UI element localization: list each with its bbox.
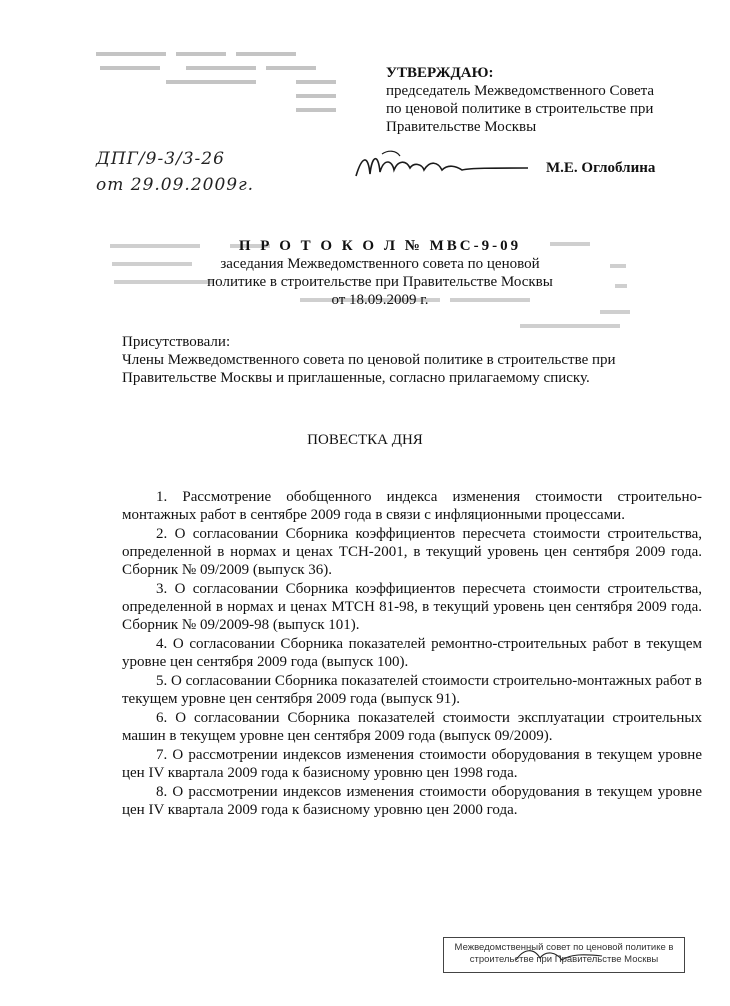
attendees-label: Присутствовали: [122,334,231,350]
approval-block [386,64,706,136]
registration-number: ДПГ/9-3/3-26 [96,149,225,169]
agenda-item: 4. О согласовании Сборника показателей ремонтно-строительных работ в текущем уровне цен сентября 2009 года (выпуск 100). [122,636,702,670]
approval-line: председатель Межведомственного Совета [386,83,655,99]
agenda-list [122,488,702,820]
agenda-item: 6. О согласовании Сборника показателей стоимости эксплуатации строительных машин в текущем уровне цен сентября 2009 года (выпуск 09/2009). [122,710,702,744]
signer-name: М.Е. Оглоблина [546,160,656,176]
approval-line: по ценовой политике в строительстве при [386,101,654,117]
agenda-item: 3. О согласовании Сборника коэффициентов пересчета стоимости строительства, определенной в нормах и ценах МТСН 81-98, в текущий уровень цен сентября 2009 года. Сборник № 09/2009-98 (выпуск 101). [122,581,702,633]
handwritten-registration [96,146,254,198]
faded-stamp-noise-icon [96,48,346,118]
agenda-item: 1. Рассмотрение обобщенного индекса изменения стоимости строительно-монтажных работ в сентябре 2009 года в связи с инфляционными процессами. [122,489,702,523]
protocol-header [160,237,600,309]
agenda-item: 2. О согласовании Сборника коэффициентов пересчета стоимости строительства, определенной в нормах и ценах ТСН-2001, в текущий уровень цен сентября 2009 года. Сборник № 09/2009 (выпуск 36). [122,526,702,578]
signature-icon [352,146,532,186]
faded-stamp-top-left [96,48,346,118]
registration-date: от 29.09.2009г. [96,175,255,195]
agenda-item: 8. О рассмотрении индексов изменения стоимости оборудования в текущем уровне цен IV квартала 2009 года к базисному уровню цен 2000 года. [122,784,702,818]
protocol-title: П Р О Т О К О Л № МВС-9-09 [238,238,522,254]
attendees-text: Члены Межведомственного совета по ценовой политике в строительстве при Правительстве Москвы и приглашенные, согласно прилагаемому списку. [122,352,616,386]
protocol-subtitle-line: заседания Межведомственного совета по ценовой [220,256,540,272]
agenda-item: 7. О рассмотрении индексов изменения стоимости оборудования в текущем уровне цен IV квартала 2009 года к базисному уровню цен 1998 года. [122,747,702,781]
approval-line: Правительстве Москвы [386,119,537,135]
attendees-section [122,333,702,387]
stamp-line: Межведомственный совет по ценовой политике в [454,942,674,953]
protocol-date: от 18.09.2009 г. [331,292,429,308]
agenda-item: 5. О согласовании Сборника показателей стоимости строительно-монтажных работ в текущем уровне цен сентября 2009 года (выпуск 91). [122,673,702,707]
stamp-signature-icon [514,944,604,966]
protocol-subtitle-line: политике в строительстве при Правительстве Москвы [207,274,553,290]
approval-heading: УТВЕРЖДАЮ: [386,65,494,81]
stamp-line: строительстве при Правительстве Москвы [469,954,659,965]
agenda-title: ПОВЕСТКА ДНЯ [307,432,423,448]
council-stamp [443,937,685,973]
